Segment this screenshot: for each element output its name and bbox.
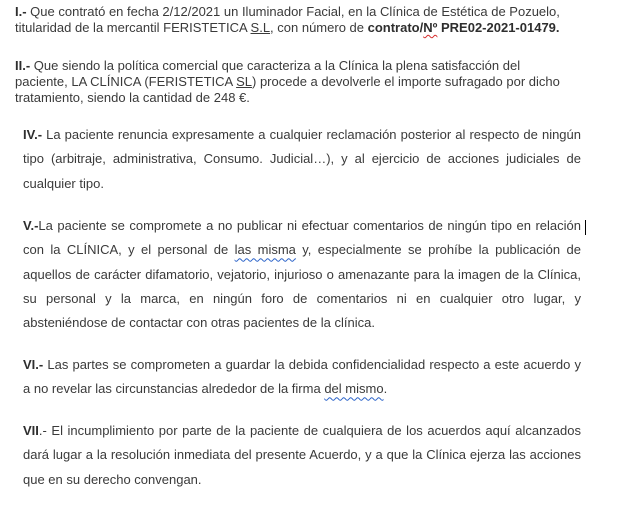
clause-text: . xyxy=(383,381,388,397)
clause-text: y, especialmente se prohíbe la publicación de aquellos de carácter difamatorio, vejatorio, injurioso o amenazante para la imagen de la Clínica, su personal y la marca, en ningún foro de comentarios ni en cualquier otro lugar, y absteniéndose de contactar con otras pacientes de la clínica. xyxy=(23,242,581,331)
clause-text: Que siendo la política comercial que caracteriza a la Clínica la plena satisfacción del paciente, LA CLÍNICA (FERISTETICA xyxy=(15,58,521,89)
contract-number: PRE02-2021-01479. xyxy=(437,20,560,35)
clause-number: IV.- xyxy=(23,127,43,142)
clause-number: VI.- xyxy=(23,357,44,372)
clause-text: La paciente se compromete a no publicar ni efectuar comentarios de ningún tipo en relación con la CLÍNICA, y el personal de xyxy=(23,218,581,258)
clause-iv xyxy=(23,123,581,196)
clause-text: El incumplimiento por parte de la paciente de cualquiera de los acuerdos aquí alcanzados dará lugar a la resolución inmediata del presente Acuerdo, y a que la Clínica ejerza las acciones que en su derecho convengan. xyxy=(23,423,581,487)
clause-text: La paciente renuncia expresamente a cualquier reclamación posterior al respecto de ningún tipo (arbitraje, administrativa, Consumo. Judicial…), y al ejercicio de acciones judiciales de cualquier tipo. xyxy=(23,127,581,191)
contract-label: contrato/ xyxy=(367,20,424,35)
grammar-error-phrase[interactable]: del mismo xyxy=(324,381,384,397)
grammar-error-phrase[interactable]: las misma xyxy=(234,242,296,258)
company-suffix: SL xyxy=(236,74,252,89)
clause-number: VII xyxy=(23,423,39,438)
clause-v xyxy=(23,214,581,335)
clause-text: Las partes se comprometen a guardar la debida confidencialidad respecto a este acuerdo y a no revelar las circunstancias alrededor de la firma xyxy=(23,357,581,397)
clause-number: V.- xyxy=(23,218,39,233)
clause-text: , con número de xyxy=(270,20,368,35)
clause-number-tail: .- xyxy=(38,423,47,438)
clause-number: II.- xyxy=(15,58,31,73)
clause-text: Que contrató en fecha 2/12/2021 un Iluminador Facial, en la Clínica de Estética de Pozuelo, titularidad de la mercantil FERISTETICA xyxy=(15,4,560,35)
clause-i xyxy=(15,4,575,36)
clause-vii xyxy=(23,419,581,492)
text-cursor xyxy=(585,220,586,235)
spelling-error-word[interactable]: Nº xyxy=(423,20,438,35)
clause-number: I.- xyxy=(15,4,27,19)
company-suffix: S.L xyxy=(250,20,271,35)
clause-ii xyxy=(15,58,575,106)
clause-text: ) procede a devolverle el importe sufragado por dicho tratamiento, siendo la cantidad de 248 €. xyxy=(15,74,560,105)
clause-vi xyxy=(23,353,581,402)
